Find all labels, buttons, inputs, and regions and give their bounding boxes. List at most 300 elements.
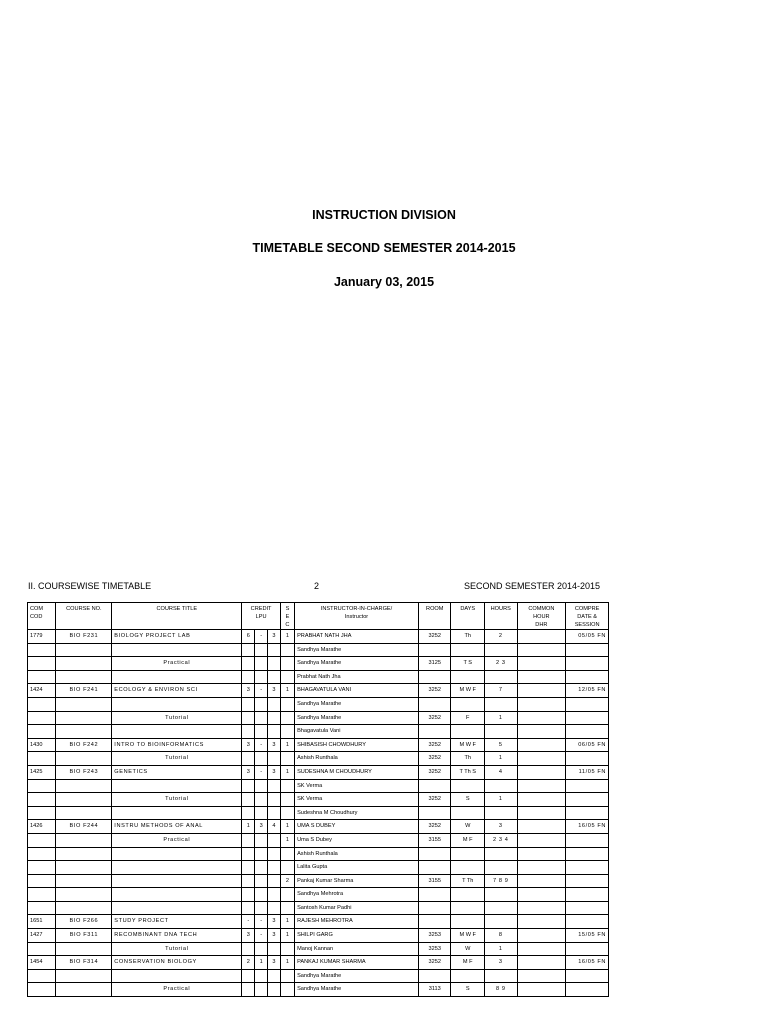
cell-common-hour [517, 888, 566, 902]
cell-credit-l [242, 793, 255, 807]
cell-com-cod: 1426 [28, 820, 56, 834]
cell-days: Th [451, 630, 485, 644]
cell-credit-l [242, 969, 255, 983]
cell-com-cod [28, 697, 56, 711]
cell-compre [566, 697, 609, 711]
table-row [28, 779, 609, 793]
cell-credit-u [268, 725, 281, 739]
cell-room: 3125 [418, 657, 451, 671]
cell-compre: 11/05 FN [566, 765, 609, 779]
table-header-row [28, 603, 609, 630]
cell-room [418, 901, 451, 915]
cell-credit-l [242, 711, 255, 725]
cell-compre [566, 670, 609, 684]
cell-room [418, 725, 451, 739]
cell-days: T Th S [451, 765, 485, 779]
table-row [28, 725, 609, 739]
cell-com-cod [28, 779, 56, 793]
table-row [28, 765, 609, 779]
table-row [28, 956, 609, 970]
table-row [28, 969, 609, 983]
cell-credit-p: - [255, 684, 268, 698]
cell-credit-p: 3 [255, 820, 268, 834]
cell-credit-l: 2 [242, 956, 255, 970]
cell-common-hour [517, 901, 566, 915]
cell-sec: 1 [280, 929, 294, 943]
table-row [28, 643, 609, 657]
cell-com-cod: 1430 [28, 738, 56, 752]
cell-hours [485, 670, 518, 684]
cell-credit-u [268, 888, 281, 902]
page-number: 2 [314, 581, 320, 591]
cell-course-no [56, 643, 112, 657]
cell-instructor: Sandhya Marathe [295, 983, 419, 997]
cell-room: 3155 [418, 874, 451, 888]
cell-com-cod [28, 806, 56, 820]
cell-credit-l: 3 [242, 738, 255, 752]
cell-sec [280, 670, 294, 684]
cell-hours: 5 [485, 738, 518, 752]
cell-compre: 15/05 FN [566, 929, 609, 943]
cell-credit-p: - [255, 738, 268, 752]
cell-sec: 1 [280, 956, 294, 970]
cell-credit-u: 3 [268, 765, 281, 779]
cell-course-title: Tutorial [112, 942, 242, 956]
cell-credit-l [242, 657, 255, 671]
cell-sec [280, 697, 294, 711]
cell-hours [485, 915, 518, 929]
cell-com-cod [28, 643, 56, 657]
cell-credit-u [268, 969, 281, 983]
cell-com-cod [28, 983, 56, 997]
cell-hours: 7 8 9 [485, 874, 518, 888]
cell-credit-l: 3 [242, 765, 255, 779]
cell-credit-p [255, 697, 268, 711]
cell-credit-u: 4 [268, 820, 281, 834]
col-common-hour: COMMON HOUR DHR [517, 603, 566, 630]
cell-hours [485, 901, 518, 915]
cell-room [418, 847, 451, 861]
cell-room [418, 670, 451, 684]
cell-days: M W F [451, 684, 485, 698]
cell-hours [485, 969, 518, 983]
semester-label: SECOND SEMESTER 2014-2015 [464, 581, 601, 591]
cell-credit-u [268, 670, 281, 684]
cell-credit-p [255, 806, 268, 820]
cell-credit-l: 6 [242, 630, 255, 644]
cell-com-cod [28, 793, 56, 807]
cell-common-hour [517, 725, 566, 739]
cell-instructor: Sandhya Marathe [295, 657, 419, 671]
cell-room: 3253 [418, 929, 451, 943]
cell-com-cod [28, 657, 56, 671]
table-row [28, 888, 609, 902]
cell-room: 3252 [418, 630, 451, 644]
cell-compre: 16/05 FN [566, 820, 609, 834]
cell-instructor: Sandhya Marathe [295, 697, 419, 711]
cell-room [418, 861, 451, 875]
cell-instructor: Bhagavatula Vani [295, 725, 419, 739]
cell-hours [485, 861, 518, 875]
cell-common-hour [517, 643, 566, 657]
table-body [28, 630, 609, 997]
header-subtitle: TIMETABLE SECOND SEMESTER 2014-2015 [252, 241, 516, 255]
cell-course-title [112, 969, 242, 983]
cell-credit-u [268, 711, 281, 725]
cell-compre [566, 874, 609, 888]
cell-room: 3252 [418, 956, 451, 970]
cell-days [451, 969, 485, 983]
cell-credit-u [268, 697, 281, 711]
cell-hours: 2 3 [485, 657, 518, 671]
cell-instructor: Lalita Gupta [295, 861, 419, 875]
cell-days: M W F [451, 738, 485, 752]
cell-credit-p [255, 725, 268, 739]
cell-instructor: Manoj Kannan [295, 942, 419, 956]
cell-hours: 2 [485, 630, 518, 644]
col-credit: CREDIT LPU [242, 603, 281, 630]
cell-com-cod [28, 942, 56, 956]
cell-common-hour [517, 833, 566, 847]
cell-course-title: Practical [112, 983, 242, 997]
cell-hours [485, 806, 518, 820]
cell-common-hour [517, 793, 566, 807]
cell-room: 3252 [418, 820, 451, 834]
cell-hours: 2 3 4 [485, 833, 518, 847]
cell-days: F [451, 711, 485, 725]
cell-room: 3252 [418, 738, 451, 752]
cell-common-hour [517, 956, 566, 970]
col-course-title: COURSE TITLE [112, 603, 242, 630]
cell-days: T S [451, 657, 485, 671]
cell-compre [566, 643, 609, 657]
cell-compre: 05/05 FN [566, 630, 609, 644]
cell-course-title: STUDY PROJECT [112, 915, 242, 929]
cell-course-title: Practical [112, 833, 242, 847]
cell-com-cod [28, 725, 56, 739]
cell-course-title: RECOMBINANT DNA TECH [112, 929, 242, 943]
cell-sec [280, 725, 294, 739]
cell-days: S [451, 983, 485, 997]
cell-room [418, 888, 451, 902]
cell-course-title: ECOLOGY & ENVIRON SCI [112, 684, 242, 698]
cell-credit-u [268, 861, 281, 875]
cell-course-title [112, 874, 242, 888]
table-row [28, 820, 609, 834]
cell-credit-p: 1 [255, 956, 268, 970]
cell-compre [566, 806, 609, 820]
cell-credit-u [268, 657, 281, 671]
timetable [27, 602, 609, 997]
cell-course-title [112, 725, 242, 739]
cell-course-no: BIO F266 [56, 915, 112, 929]
cell-days [451, 847, 485, 861]
cell-com-cod [28, 874, 56, 888]
header-title: INSTRUCTION DIVISION [312, 208, 456, 222]
cell-days: W [451, 942, 485, 956]
cell-days: Th [451, 752, 485, 766]
cell-common-hour [517, 697, 566, 711]
table-row [28, 670, 609, 684]
cell-room: 3252 [418, 793, 451, 807]
cell-sec [280, 779, 294, 793]
cell-sec [280, 711, 294, 725]
cell-sec [280, 942, 294, 956]
cell-course-title [112, 806, 242, 820]
cell-course-title: Tutorial [112, 752, 242, 766]
cell-sec [280, 861, 294, 875]
cell-credit-l [242, 888, 255, 902]
cell-hours: 8 9 [485, 983, 518, 997]
cell-hours: 3 [485, 820, 518, 834]
cell-com-cod [28, 752, 56, 766]
cell-compre [566, 725, 609, 739]
col-course-no: COURSE NO. [56, 603, 112, 630]
cell-sec [280, 752, 294, 766]
cell-sec: 1 [280, 765, 294, 779]
cell-credit-p: - [255, 915, 268, 929]
cell-course-title [112, 779, 242, 793]
cell-compre [566, 752, 609, 766]
cell-credit-l [242, 847, 255, 861]
cell-sec: 1 [280, 684, 294, 698]
cell-instructor: SK Verma [295, 779, 419, 793]
cell-credit-l [242, 725, 255, 739]
cell-course-no [56, 861, 112, 875]
cell-com-cod [28, 847, 56, 861]
cell-compre [566, 833, 609, 847]
cell-course-no: BIO F243 [56, 765, 112, 779]
cell-room: 3113 [418, 983, 451, 997]
cell-hours: 1 [485, 793, 518, 807]
cell-instructor: Ashish Runthala [295, 752, 419, 766]
cell-common-hour [517, 942, 566, 956]
cell-common-hour [517, 670, 566, 684]
cell-days [451, 643, 485, 657]
cell-course-title: INSTRU METHODS OF ANAL [112, 820, 242, 834]
cell-common-hour [517, 765, 566, 779]
cell-course-no: BIO F314 [56, 956, 112, 970]
cell-room: 3252 [418, 765, 451, 779]
cell-credit-u [268, 847, 281, 861]
cell-days [451, 888, 485, 902]
cell-room [418, 806, 451, 820]
table-row [28, 833, 609, 847]
cell-course-title: GENETICS [112, 765, 242, 779]
cell-room: 3252 [418, 752, 451, 766]
cell-hours: 7 [485, 684, 518, 698]
cell-days: S [451, 793, 485, 807]
cell-credit-l [242, 779, 255, 793]
cell-instructor: Sandhya Marathe [295, 643, 419, 657]
cell-common-hour [517, 969, 566, 983]
cell-credit-u [268, 643, 281, 657]
cell-credit-p [255, 983, 268, 997]
table-row [28, 806, 609, 820]
cell-compre [566, 779, 609, 793]
cell-credit-u [268, 779, 281, 793]
cell-credit-l [242, 901, 255, 915]
cell-course-title [112, 670, 242, 684]
cell-sec: 1 [280, 630, 294, 644]
cell-common-hour [517, 752, 566, 766]
table-row [28, 752, 609, 766]
cell-credit-l: 1 [242, 820, 255, 834]
cell-compre [566, 847, 609, 861]
cell-credit-p: - [255, 630, 268, 644]
cell-credit-l [242, 833, 255, 847]
cell-com-cod [28, 861, 56, 875]
cell-credit-u [268, 806, 281, 820]
cell-credit-l [242, 752, 255, 766]
cell-hours [485, 725, 518, 739]
cell-instructor: Uma S Dubey [295, 833, 419, 847]
cell-hours [485, 847, 518, 861]
cell-instructor: SK Verma [295, 793, 419, 807]
cell-days: M F [451, 956, 485, 970]
col-days: DAYS [451, 603, 485, 630]
cell-hours [485, 697, 518, 711]
cell-credit-p: - [255, 765, 268, 779]
cell-credit-l: - [242, 915, 255, 929]
table-row [28, 630, 609, 644]
cell-common-hour [517, 738, 566, 752]
cell-hours [485, 888, 518, 902]
cell-common-hour [517, 929, 566, 943]
table-row [28, 684, 609, 698]
cell-compre: 16/05 FN [566, 956, 609, 970]
cell-credit-p [255, 779, 268, 793]
cell-days: W [451, 820, 485, 834]
cell-credit-u: 3 [268, 929, 281, 943]
cell-compre [566, 901, 609, 915]
cell-days [451, 697, 485, 711]
cell-com-cod [28, 670, 56, 684]
table-row [28, 793, 609, 807]
col-sec: S E C [280, 603, 294, 630]
cell-instructor: SUDESHNA M CHOUDHURY [295, 765, 419, 779]
cell-room [418, 915, 451, 929]
cell-compre [566, 888, 609, 902]
cell-compre: 12/05 FN [566, 684, 609, 698]
cell-days: M F [451, 833, 485, 847]
cell-credit-p [255, 711, 268, 725]
cell-com-cod: 1454 [28, 956, 56, 970]
cell-com-cod [28, 888, 56, 902]
cell-credit-p [255, 833, 268, 847]
cell-instructor: SHIBASISH CHOWDHURY [295, 738, 419, 752]
cell-course-no [56, 779, 112, 793]
cell-instructor: Sandhya Marathe [295, 711, 419, 725]
cell-credit-p [255, 657, 268, 671]
col-compre: COMPRE DATE & SESSION [566, 603, 609, 630]
col-room: ROOM [418, 603, 451, 630]
cell-instructor: SHILPI GARG [295, 929, 419, 943]
cell-course-no [56, 874, 112, 888]
cell-credit-u [268, 833, 281, 847]
cell-course-no [56, 901, 112, 915]
cell-instructor: Pankaj Kumar Sharma [295, 874, 419, 888]
cell-instructor: PRABHAT NATH JHA [295, 630, 419, 644]
cell-compre [566, 942, 609, 956]
cell-credit-p [255, 861, 268, 875]
cell-com-cod: 1427 [28, 929, 56, 943]
cell-instructor: RAJESH MEHROTRA [295, 915, 419, 929]
cell-credit-u [268, 942, 281, 956]
cell-credit-u [268, 793, 281, 807]
cell-course-title: Tutorial [112, 711, 242, 725]
cell-days [451, 725, 485, 739]
cell-course-title: INTRO TO BIOINFORMATICS [112, 738, 242, 752]
cell-sec [280, 643, 294, 657]
table-row [28, 657, 609, 671]
cell-sec [280, 969, 294, 983]
cell-credit-l [242, 874, 255, 888]
cell-sec [280, 983, 294, 997]
cell-course-no: BIO F242 [56, 738, 112, 752]
cell-course-title: Practical [112, 657, 242, 671]
cell-room: 3252 [418, 684, 451, 698]
table-row [28, 901, 609, 915]
cell-course-no [56, 725, 112, 739]
cell-course-title [112, 643, 242, 657]
cell-course-title: Tutorial [112, 793, 242, 807]
cell-credit-u: 3 [268, 684, 281, 698]
cell-room: 3252 [418, 711, 451, 725]
cell-common-hour [517, 874, 566, 888]
col-com-cod: COM COD [28, 603, 56, 630]
cell-com-cod [28, 833, 56, 847]
cell-instructor: UMA S DUBEY [295, 820, 419, 834]
cell-sec [280, 793, 294, 807]
cell-course-title [112, 888, 242, 902]
cell-credit-u [268, 752, 281, 766]
cell-instructor: Ashish Runthala [295, 847, 419, 861]
cell-common-hour [517, 847, 566, 861]
table-row [28, 711, 609, 725]
cell-course-no [56, 697, 112, 711]
cell-com-cod: 1424 [28, 684, 56, 698]
cell-credit-p [255, 969, 268, 983]
cell-com-cod: 1425 [28, 765, 56, 779]
cell-common-hour [517, 684, 566, 698]
cell-days [451, 806, 485, 820]
cell-hours [485, 643, 518, 657]
cell-course-title [112, 901, 242, 915]
cell-instructor: Santosh Kumar Padhi [295, 901, 419, 915]
cell-days [451, 861, 485, 875]
cell-course-no: BIO F231 [56, 630, 112, 644]
cell-course-no [56, 847, 112, 861]
cell-compre: 06/05 FN [566, 738, 609, 752]
cell-compre [566, 711, 609, 725]
cell-course-no [56, 711, 112, 725]
table-row [28, 942, 609, 956]
cell-room [418, 643, 451, 657]
cell-course-no: BIO F244 [56, 820, 112, 834]
cell-credit-l [242, 670, 255, 684]
cell-hours: 1 [485, 711, 518, 725]
cell-com-cod [28, 711, 56, 725]
cell-credit-l [242, 861, 255, 875]
cell-credit-p [255, 901, 268, 915]
cell-instructor: PANKAJ KUMAR SHARMA [295, 956, 419, 970]
cell-credit-p [255, 942, 268, 956]
cell-instructor: BHAGAVATULA VANI [295, 684, 419, 698]
cell-course-title [112, 861, 242, 875]
cell-credit-l [242, 697, 255, 711]
cell-course-title [112, 847, 242, 861]
